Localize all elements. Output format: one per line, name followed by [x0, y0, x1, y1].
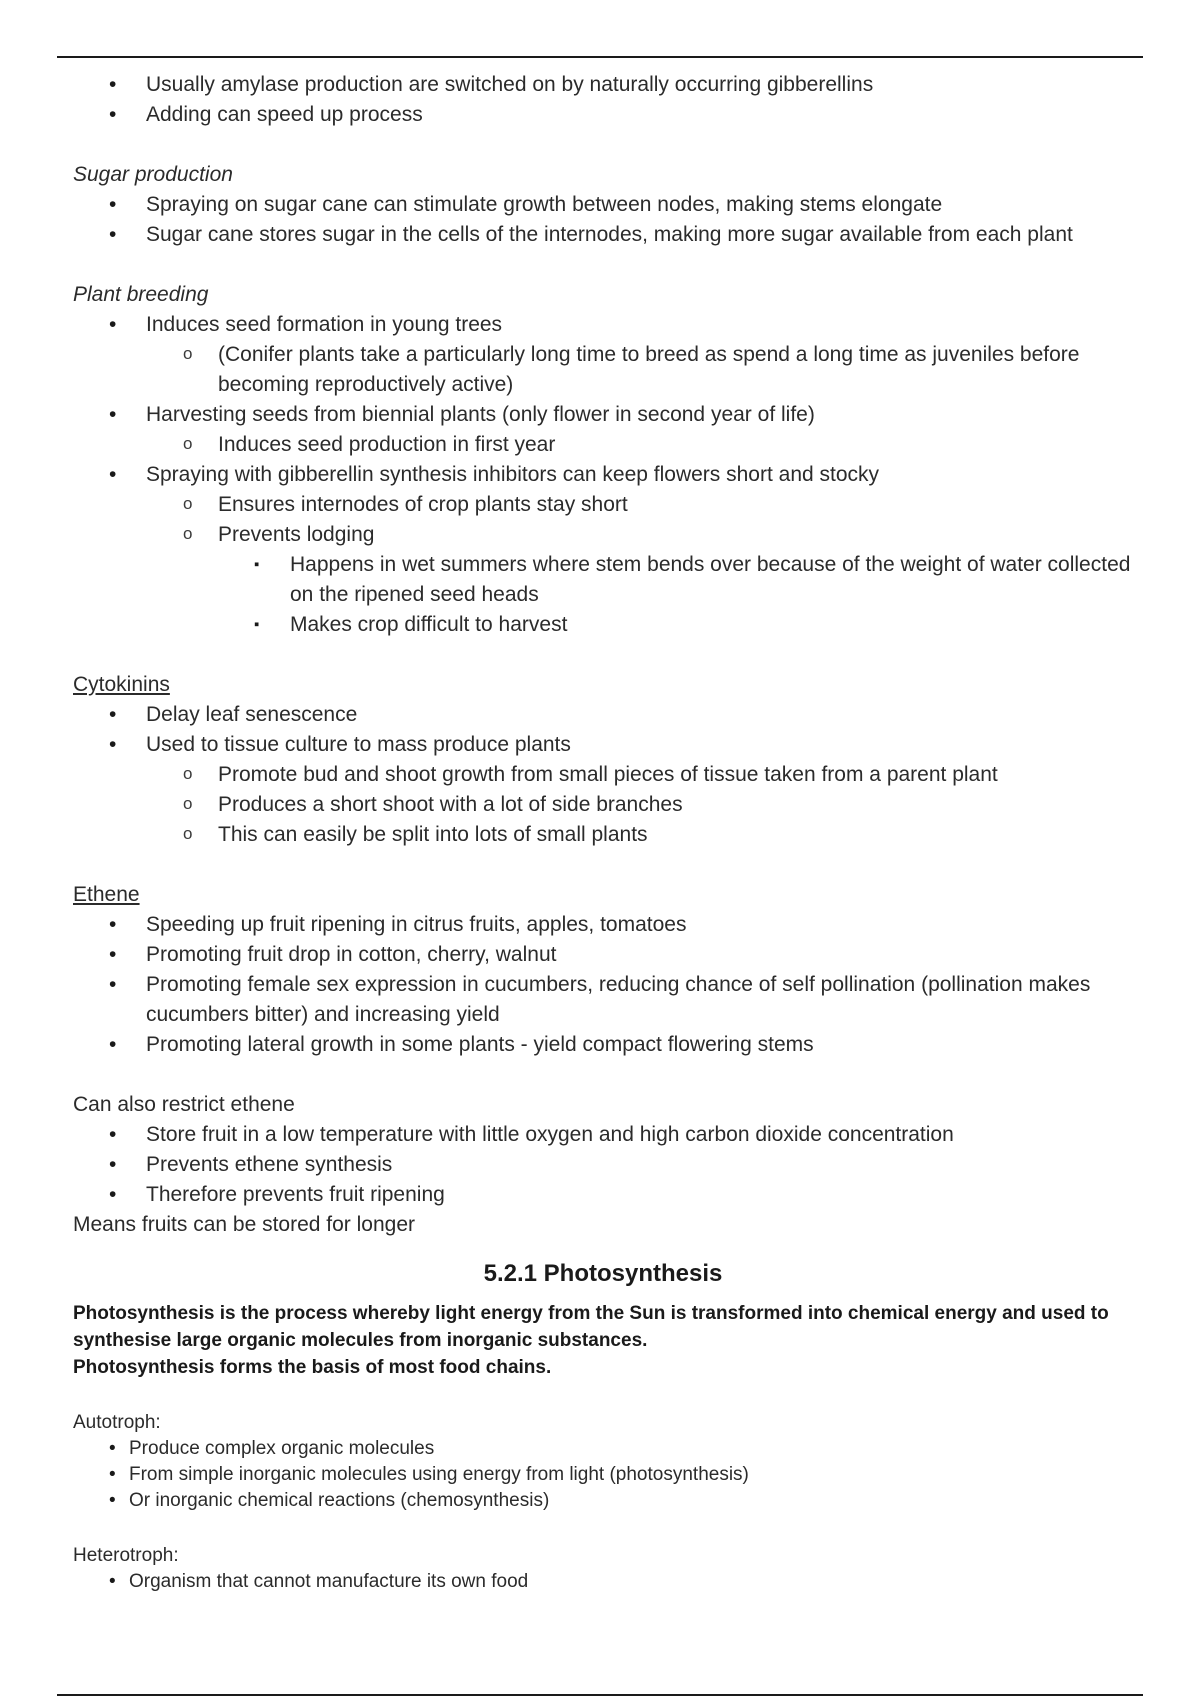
list-item: • Usually amylase production are switched on by naturally occurring gibberellins: [73, 70, 1133, 100]
sub-list-item: o Prevents lodging: [73, 520, 1133, 550]
list-item: • Induces seed formation in young trees: [73, 310, 1133, 340]
section-title: 5.2.1 Photosynthesis: [483, 1260, 723, 1287]
list-item: • Adding can speed up process: [73, 100, 1133, 130]
list-item: • Delay leaf senescence: [73, 700, 1133, 730]
definition-line: Photosynthesis forms the basis of most food chains.: [73, 1357, 552, 1378]
list-item: • Spraying with gibberellin synthesis inhibitors can keep flowers short and stocky: [73, 460, 1133, 490]
heterotroph-heading: Heterotroph:: [73, 1545, 179, 1566]
list-item: • From simple inorganic molecules using energy from light (photosynthesis): [73, 1462, 1133, 1488]
list-item: • Promoting female sex expression in cucumbers, reducing chance of self pollination (pollination makes cucumbers bitter) and increasing yield: [73, 970, 1133, 1030]
list-item: • Produce complex organic molecules: [73, 1436, 1133, 1462]
cytokinins-heading: Cytokinins: [73, 673, 170, 696]
sugar-production-list: [73, 190, 1133, 250]
list-item: • Spraying on sugar cane can stimulate growth between nodes, making stems elongate: [73, 190, 1133, 220]
list-item: • Organism that cannot manufacture its own food: [73, 1569, 1133, 1595]
restrict-ethene-heading: Can also restrict ethene: [73, 1093, 295, 1116]
list-item: • Store fruit in a low temperature with little oxygen and high carbon dioxide concentration: [73, 1120, 1133, 1150]
autotroph-heading: Autotroph:: [73, 1412, 161, 1433]
document-body: [73, 70, 1133, 1595]
sub-list-item: o Produces a short shoot with a lot of side branches: [73, 790, 1133, 820]
sub-list-item: o Ensures internodes of crop plants stay short: [73, 490, 1133, 520]
list-item: • Harvesting seeds from biennial plants (only flower in second year of life): [73, 400, 1133, 430]
sub-sub-list-item: ▪ Makes crop difficult to harvest: [73, 610, 1133, 640]
ethene-heading: Ethene: [73, 883, 140, 906]
sub-list-item: o Induces seed production in first year: [73, 430, 1133, 460]
list-item: • Promoting fruit drop in cotton, cherry, walnut: [73, 940, 1133, 970]
photosynthesis-definition: [73, 1300, 1133, 1381]
gibberellin-continued-list: [73, 70, 1133, 130]
restrict-ethene-list: [73, 1120, 1133, 1210]
sugar-production-heading: Sugar production: [73, 163, 233, 186]
list-item: • Or inorganic chemical reactions (chemosynthesis): [73, 1488, 1133, 1514]
plant-breeding-list: [73, 310, 1133, 640]
autotroph-list: [73, 1436, 1133, 1514]
sub-list-item: o This can easily be split into lots of small plants: [73, 820, 1133, 850]
list-item: • Sugar cane stores sugar in the cells of the internodes, making more sugar available from each plant: [73, 220, 1133, 250]
top-page-rule: [57, 56, 1143, 58]
plant-breeding-heading: Plant breeding: [73, 283, 209, 306]
heterotroph-list: [73, 1569, 1133, 1595]
ethene-list: [73, 910, 1133, 1060]
sub-list-item: o (Conifer plants take a particularly long time to breed as spend a long time as juveniles before becoming reproductively active): [73, 340, 1133, 400]
restrict-ethene-footer: Means fruits can be stored for longer: [73, 1213, 416, 1236]
bottom-page-rule: [57, 1694, 1143, 1696]
list-item: • Speeding up fruit ripening in citrus fruits, apples, tomatoes: [73, 910, 1133, 940]
list-item: • Used to tissue culture to mass produce plants: [73, 730, 1133, 760]
list-item: • Promoting lateral growth in some plants - yield compact flowering stems: [73, 1030, 1133, 1060]
list-item: • Prevents ethene synthesis: [73, 1150, 1133, 1180]
cytokinins-list: [73, 700, 1133, 850]
sub-list-item: o Promote bud and shoot growth from small pieces of tissue taken from a parent plant: [73, 760, 1133, 790]
definition-line: Photosynthesis is the process whereby light energy from the Sun is transformed into chemical energy and used to synthesise large organic molecules from inorganic substances.: [73, 1303, 1109, 1351]
sub-sub-list-item: ▪ Happens in wet summers where stem bends over because of the weight of water collected on the ripened seed heads: [73, 550, 1133, 610]
list-item: • Therefore prevents fruit ripening: [73, 1180, 1133, 1210]
